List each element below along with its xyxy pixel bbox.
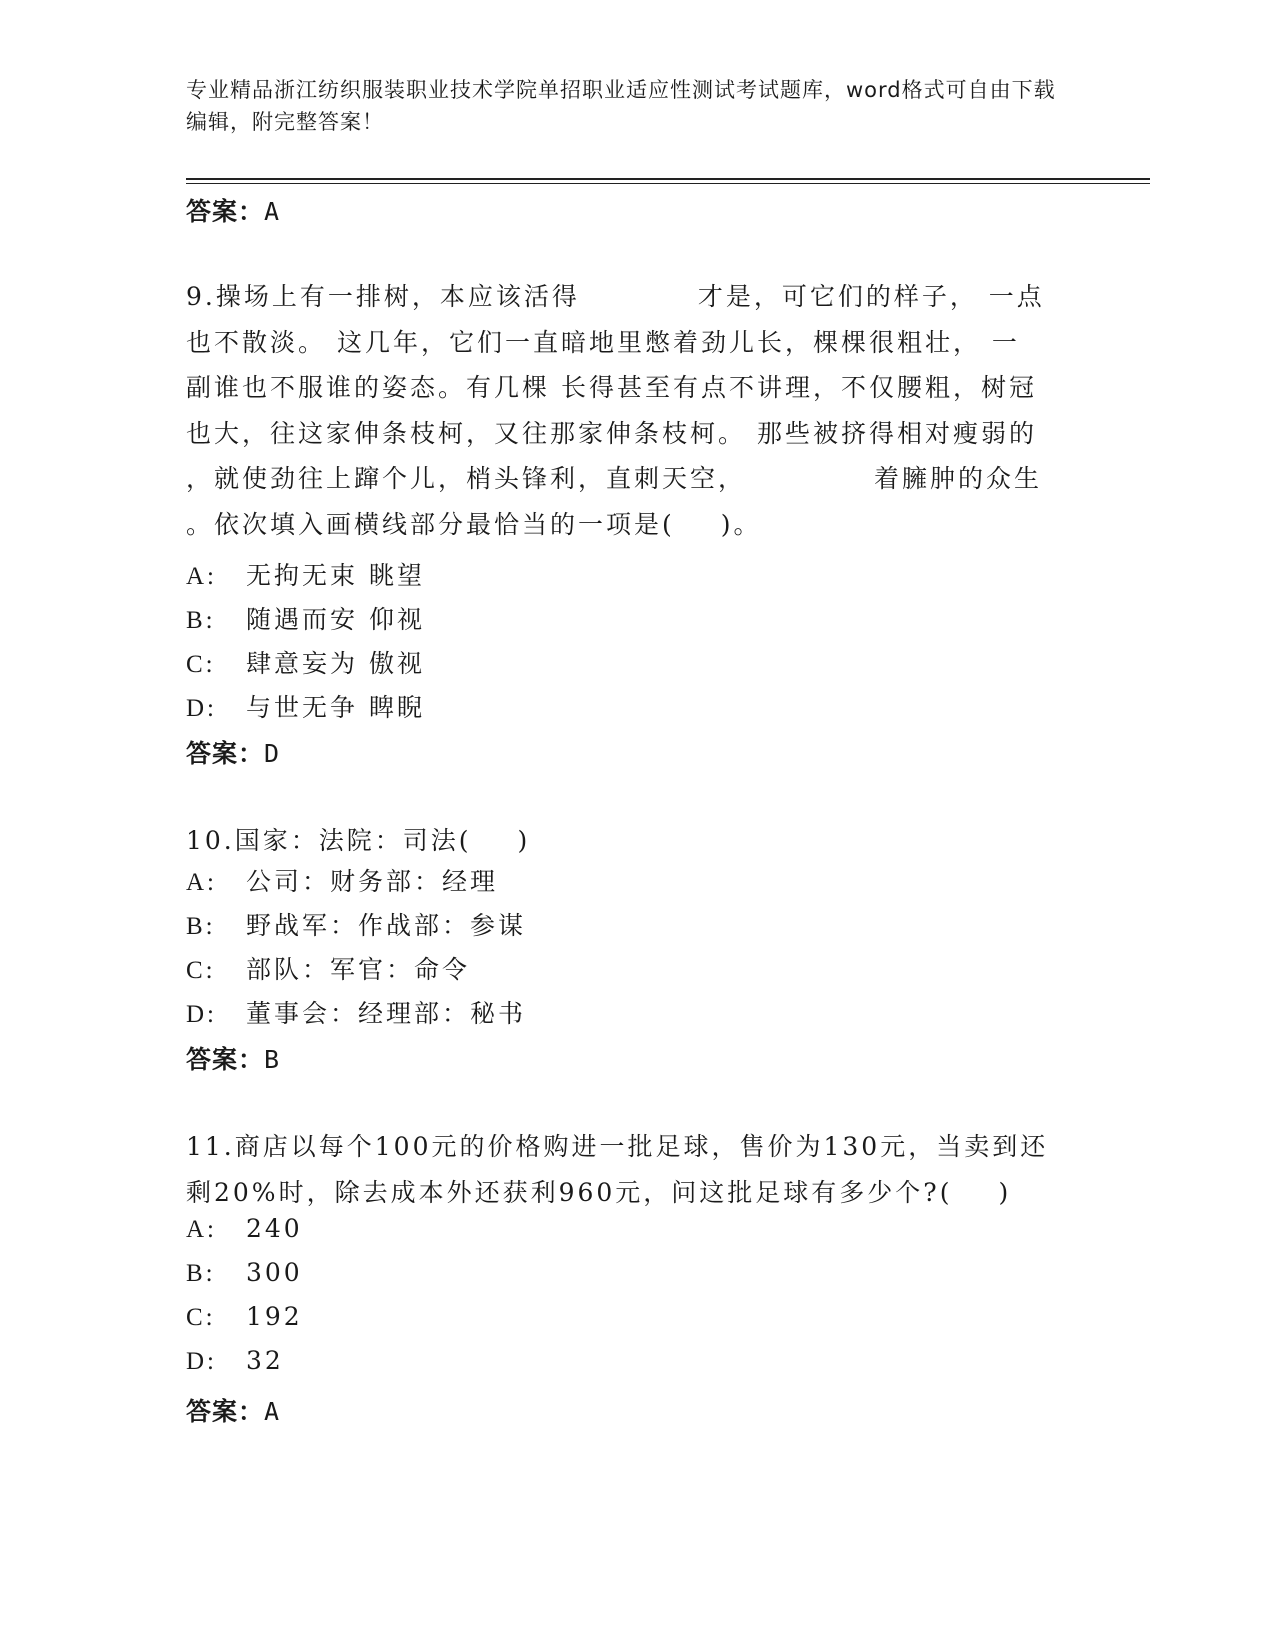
answer-value: A bbox=[264, 1397, 281, 1426]
question-line: ，就使劲往上蹿个儿，梢头锋利，直刺天空， 着臃肿的众生 bbox=[186, 464, 1043, 493]
answer-label: 答案： bbox=[186, 197, 265, 226]
question-10 bbox=[186, 818, 1071, 864]
option-c: C: 肆意妄为 傲视 bbox=[186, 649, 425, 678]
option-b: B: 野战军：作战部：参谋 bbox=[186, 911, 527, 940]
prev-answer bbox=[186, 192, 280, 228]
question-line: 剩20%时，除去成本外还获利960元，问这批足球有多少个?( ) bbox=[186, 1177, 1012, 1207]
question-9 bbox=[186, 274, 1071, 547]
question-line: 9.操场上有一排树，本应该活得 才是，可它们的样子， 一点 bbox=[186, 282, 1045, 311]
header-rule-thick bbox=[186, 178, 1150, 180]
question-line: 也不散淡。 这几年，它们一直暗地里憋着劲儿长，棵棵很粗壮， 一 bbox=[186, 327, 1020, 357]
option-b: B: 随遇而安 仰视 bbox=[186, 605, 425, 634]
option-a: A: 无拘无束 眺望 bbox=[186, 561, 425, 590]
option-b: B: 300 bbox=[186, 1258, 303, 1287]
header-rule-thin bbox=[186, 183, 1150, 184]
question-9-answer: 答案：D bbox=[186, 739, 281, 768]
option-c: C: 192 bbox=[186, 1302, 303, 1331]
answer-value: A bbox=[264, 197, 281, 226]
answer-value: D bbox=[264, 739, 281, 768]
option-d: D: 董事会：经理部：秘书 bbox=[186, 999, 527, 1028]
question-11-answer: 答案：A bbox=[186, 1397, 281, 1426]
question-line: 也大，往这家伸条枝柯，又往那家伸条枝柯。 那些被挤得相对瘦弱的 bbox=[186, 418, 1037, 448]
option-a: A: 240 bbox=[186, 1214, 303, 1243]
option-c: C: 部队：军官：命令 bbox=[186, 955, 471, 984]
document-header: 专业精品浙江纺织服装职业技术学院单招职业适应性测试考试题库，word格式可自由下载编辑，附完整答案！ bbox=[186, 78, 1056, 134]
question-line: 11.商店以每个100元的价格购进一批足球，售价为130元，当卖到还 bbox=[186, 1132, 1049, 1161]
answer-value: B bbox=[264, 1045, 281, 1074]
question-line: 。依次填入画横线部分最恰当的一项是( )。 bbox=[186, 509, 762, 539]
question-line: 副谁也不服谁的姿态。有几棵 长得甚至有点不讲理，不仅腰粗，树冠 bbox=[186, 373, 1037, 402]
option-d: D: 32 bbox=[186, 1346, 284, 1375]
option-d: D: 与世无争 睥睨 bbox=[186, 693, 425, 722]
option-a: A: 公司：财务部：经理 bbox=[186, 867, 499, 896]
question-10-answer: 答案：B bbox=[186, 1045, 281, 1074]
question-line: 10.国家：法院：司法( ) bbox=[186, 826, 531, 855]
question-11 bbox=[186, 1124, 1071, 1215]
